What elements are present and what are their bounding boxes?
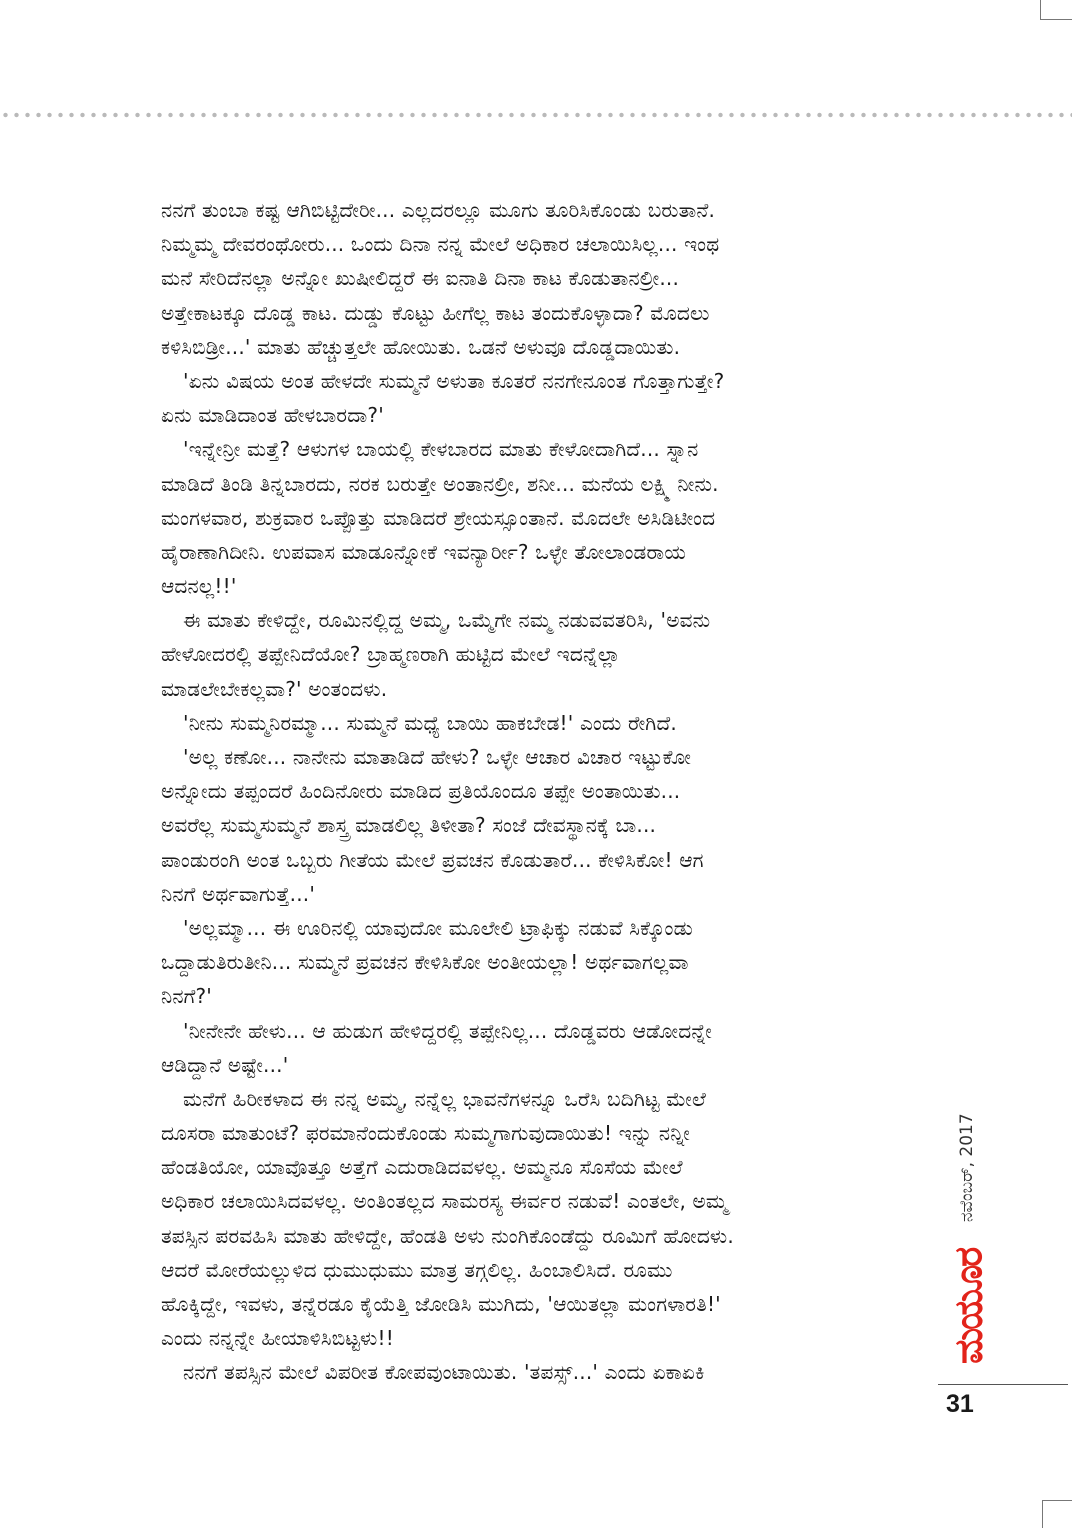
text-line: ಒದ್ದಾಡುತಿರುತೀನಿ... ಸುಮ್ಮನೆ ಪ್ರವಚನ ಕೇಳಿಸಿಕೋ ಅಂತೀಯಲ್ಲಾ! ಅರ್ಥವಾಗಲ್ಲವಾ xyxy=(161,950,689,975)
footer-rule xyxy=(938,1384,1068,1385)
text-line: ಮನೆ ಸೇರಿದೆನಲ್ಲಾ ಅನ್ನೋ ಖುಷೀಲಿದ್ದರೆ ಈ ಐನಾತಿ ದಿನಾ ಕಾಟ ಕೊಡುತಾನಲ್ರೀ... xyxy=(161,266,680,291)
text-line: ನನಗೆ ತಪಸ್ಸಿನ ಮೇಲೆ ವಿಪರೀತ ಕೋಪವುಂಟಾಯಿತು. 'ತಪಸ್ಸ್...' ಎಂದು ಏಕಾಏಕಿ xyxy=(183,1360,705,1385)
page-number: 31 xyxy=(946,1390,974,1418)
text-line: ಅಧಿಕಾರ ಚಲಾಯಿಸಿದವಳಲ್ಲ. ಅಂತಿಂತಲ್ಲದ ಸಾಮರಸ್ಯ ಈರ್ವರ ನಡುವೆ! ಎಂತಲೇ, ಅಮ್ಮ xyxy=(161,1189,728,1214)
text-line: ಪಾಂಡುರಂಗಿ ಅಂತ ಒಬ್ಬರು ಗೀತೆಯ ಮೇಲೆ ಪ್ರವಚನ ಕೊಡುತಾರೆ... ಕೇಳಿಸಿಕೋ! ಆಗ xyxy=(161,847,704,872)
text-line: 'ಏನು ವಿಷಯ ಅಂತ ಹೇಳದೇ ಸುಮ್ಮನೆ ಅಳುತಾ ಕೂತರೆ ನನಗೇನೂಂತ ಗೊತ್ತಾಗುತ್ತೇ? xyxy=(183,368,725,393)
text-line: ಮಂಗಳವಾರ, ಶುಕ್ರವಾರ ಒಪ್ಪೊತ್ತು ಮಾಡಿದರೆ ಶ್ರೇಯಸ್ಸೂಂತಾನೆ. ಮೊದಲೇ ಅಸಿಡಿಟೀಂದ xyxy=(161,505,716,530)
text-line: ಏನು ಮಾಡಿದಾಂತ ಹೇಳಬಾರದಾ?' xyxy=(161,403,384,428)
text-line: ಅನ್ನೋದು ತಪ್ಪಂದರೆ ಹಿಂದಿನೋರು ಮಾಡಿದ ಪ್ರತಿಯೊಂದೂ ತಪ್ಪೇ ಅಂತಾಯಿತು... xyxy=(161,779,681,804)
text-line: ನನಗೆ ತುಂಬಾ ಕಷ್ಟ ಆಗಿಬಿಟ್ಟಿದೇರೀ... ಎಲ್ಲದರಲ್ಲೂ ಮೂಗು ತೂರಿಸಿಕೊಂಡು ಬರುತಾನೆ. xyxy=(161,198,716,222)
text-line: ಹೇಳೋದರಲ್ಲಿ ತಪ್ಪೇನಿದೆಯೋ? ಬ್ರಾಹ್ಮಣರಾಗಿ ಹುಟ್ಟಿದ ಮೇಲೆ ಇದನ್ನೆಲ್ಲಾ xyxy=(161,642,621,667)
text-line: 'ನೀನೇನೇ ಹೇಳು... ಆ ಹುಡುಗ ಹೇಳಿದ್ದರಲ್ಲಿ ತಪ್ಪೇನಿಲ್ಲ... ದೊಡ್ಡವರು ಆಡೋದನ್ನೇ xyxy=(183,1018,712,1043)
text-line: ನಿನಗೆ?' xyxy=(161,984,212,1009)
text-line: ನಿಮ್ಮಮ್ಮ ದೇವರಂಥೋರು... ಒಂದು ದಿನಾ ನನ್ನ ಮೇಲೆ ಅಧಿಕಾರ ಚಲಾಯಿಸಿಲ್ಲ... ಇಂಥ xyxy=(161,232,720,257)
text-line: 'ಇನ್ನೇನ್ರೀ ಮತ್ತೆ? ಆಳುಗಳ ಬಾಯಲ್ಲಿ ಕೇಳಬಾರದ ಮಾತು ಕೇಳೋದಾಗಿದೆ... ಸ್ನಾನ xyxy=(183,437,699,462)
text-line: ಕಳಿಸಿಬಿಡ್ರೀ...' ಮಾತು ಹೆಚ್ಚುತ್ತಲೇ ಹೋಯಿತು. ಒಡನೆ ಅಳುವೂ ದೊಡ್ಡದಾಯಿತು. xyxy=(161,334,681,359)
text-line: ದೂಸರಾ ಮಾತುಂಟೆ? ಫರಮಾನೆಂದುಕೊಂಡು ಸುಮ್ಮಗಾಗುವುದಾಯಿತು! ಇನ್ನು ನನ್ನೀ xyxy=(161,1121,690,1146)
text-line: 'ನೀನು ಸುಮ್ಮನಿರಮ್ಮಾ... ಸುಮ್ಮನೆ ಮಧ್ಯೆ ಬಾಯಿ ಹಾಕಬೇಡ!' ಎಂದು ರೇಗಿದೆ. xyxy=(183,710,677,735)
text-line: ನಿನಗೆ ಅರ್ಥವಾಗುತ್ತೆ...' xyxy=(161,881,316,906)
text-line: ಆದನಲ್ಲ!!' xyxy=(161,574,237,599)
text-line: 'ಅಲ್ಲಮ್ಮಾ... ಈ ಊರಿನಲ್ಲಿ ಯಾವುದೋ ಮೂಲೇಲಿ ಟ್ರಾಫಿಕ್ಕು ನಡುವೆ ಸಿಕ್ಕೊಂಡು xyxy=(183,915,693,940)
magazine-logo: ಮಯೂರ xyxy=(945,1248,991,1364)
dotted-divider xyxy=(0,112,1072,118)
text-line: ಹೊಕ್ಕಿದ್ದೇ, ಇವಳು, ತನ್ನೆರಡೂ ಕೈಯೆತ್ತಿ ಜೋಡಿಸಿ ಮುಗಿದು, 'ಆಯಿತಲ್ಲಾ ಮಂಗಳಾರತಿ!' xyxy=(161,1292,721,1316)
text-line: ಮನೆಗೆ ಹಿರೀಕಳಾದ ಈ ನನ್ನ ಅಮ್ಮ, ನನ್ನೆಲ್ಲ ಭಾವನೆಗಳನ್ನೂ ಒರೆಸಿ ಬದಿಗಿಟ್ಟ ಮೇಲೆ xyxy=(183,1086,706,1111)
text-line: ಹೈರಾಣಾಗಿದೀನಿ. ಉಪವಾಸ ಮಾಡೂನ್ನೋಕೆ ಇವನ್ಯಾರ್ರೀ? ಒಳ್ಳೇ ತೋಲಾಂಡರಾಯ xyxy=(161,539,686,564)
text-line: ಎಂದು ನನ್ನನ್ನೇ ಹೀಯಾಳಿಸಿಬಿಟ್ಟಳು!! xyxy=(161,1326,394,1351)
text-line: ಮಾಡಿದೆ ತಿಂಡಿ ತಿನ್ನಬಾರದು, ನರಕ ಬರುತ್ತೇ ಅಂತಾನಲ್ರೀ, ಶನೀ... ಮನೆಯ ಲಕ್ಷ್ಮಿ ನೀನು. xyxy=(161,471,719,496)
issue-date: ನವೆಂಬರ್, 2017 xyxy=(957,1113,977,1223)
text-line: ಹೆಂಡತಿಯೋ, ಯಾವೊತ್ತೂ ಅತ್ತೆಗೆ ಎದುರಾಡಿದವಳಲ್ಲ. ಅಮ್ಮನೂ ಸೊಸೆಯ ಮೇಲೆ xyxy=(161,1155,683,1180)
text-line: ಆದರೆ ಮೋರೆಯಲ್ಲುಳಿದ ಧುಮುಧುಮು ಮಾತ್ರ ತಗ್ಗಲಿಲ್ಲ. ಹಿಂಬಾಲಿಸಿದೆ. ರೂಮು xyxy=(161,1257,673,1282)
text-line: ಆಡಿದ್ದಾನೆ ಅಷ್ಟೇ...' xyxy=(161,1052,289,1077)
text-line: 'ಅಲ್ಲ ಕಣೋ... ನಾನೇನು ಮಾತಾಡಿದೆ ಹೇಳು? ಒಳ್ಳೇ ಆಚಾರ ವಿಚಾರ ಇಟ್ಟುಕೋ xyxy=(183,745,692,769)
text-line: ಈ ಮಾತು ಕೇಳಿದ್ದೇ, ರೂಮಿನಲ್ಲಿದ್ದ ಅಮ್ಮ, ಒಮ್ಮೆಗೇ ನಮ್ಮ ನಡುವವತರಿಸಿ, 'ಅವನು xyxy=(183,608,711,633)
article-body xyxy=(161,193,921,1390)
text-line: ಅತ್ತೇಕಾಟಕ್ಕೂ ದೊಡ್ಡ ಕಾಟ. ದುಡ್ಡು ಕೊಟ್ಟು ಹೀಗೆಲ್ಲ ಕಾಟ ತಂದುಕೊಳ್ಳಾದಾ? ಮೊದಲು xyxy=(161,300,710,325)
text-line: ಅವರೆಲ್ಲ ಸುಮ್ಮಸುಮ್ಮನೆ ಶಾಸ್ತ್ರ ಮಾಡಲಿಲ್ಲ ತಿಳೀತಾ? ಸಂಜೆ ದೇವಸ್ಥಾನಕ್ಕೆ ಬಾ... xyxy=(161,813,657,838)
text-line: ತಪಸ್ಸಿನ ಪರವಹಿಸಿ ಮಾತು ಹೇಳಿದ್ದೇ, ಹೆಂಡತಿ ಅಳು ನುಂಗಿಕೊಂಡೆದ್ದು ರೂಮಿಗೆ ಹೋದಳು. xyxy=(161,1223,734,1248)
crop-mark-top xyxy=(1040,0,1072,20)
crop-mark-bottom xyxy=(1042,1500,1072,1528)
text-line: ಮಾಡಲೇಬೇಕಲ್ಲವಾ?' ಅಂತಂದಳು. xyxy=(161,676,388,701)
